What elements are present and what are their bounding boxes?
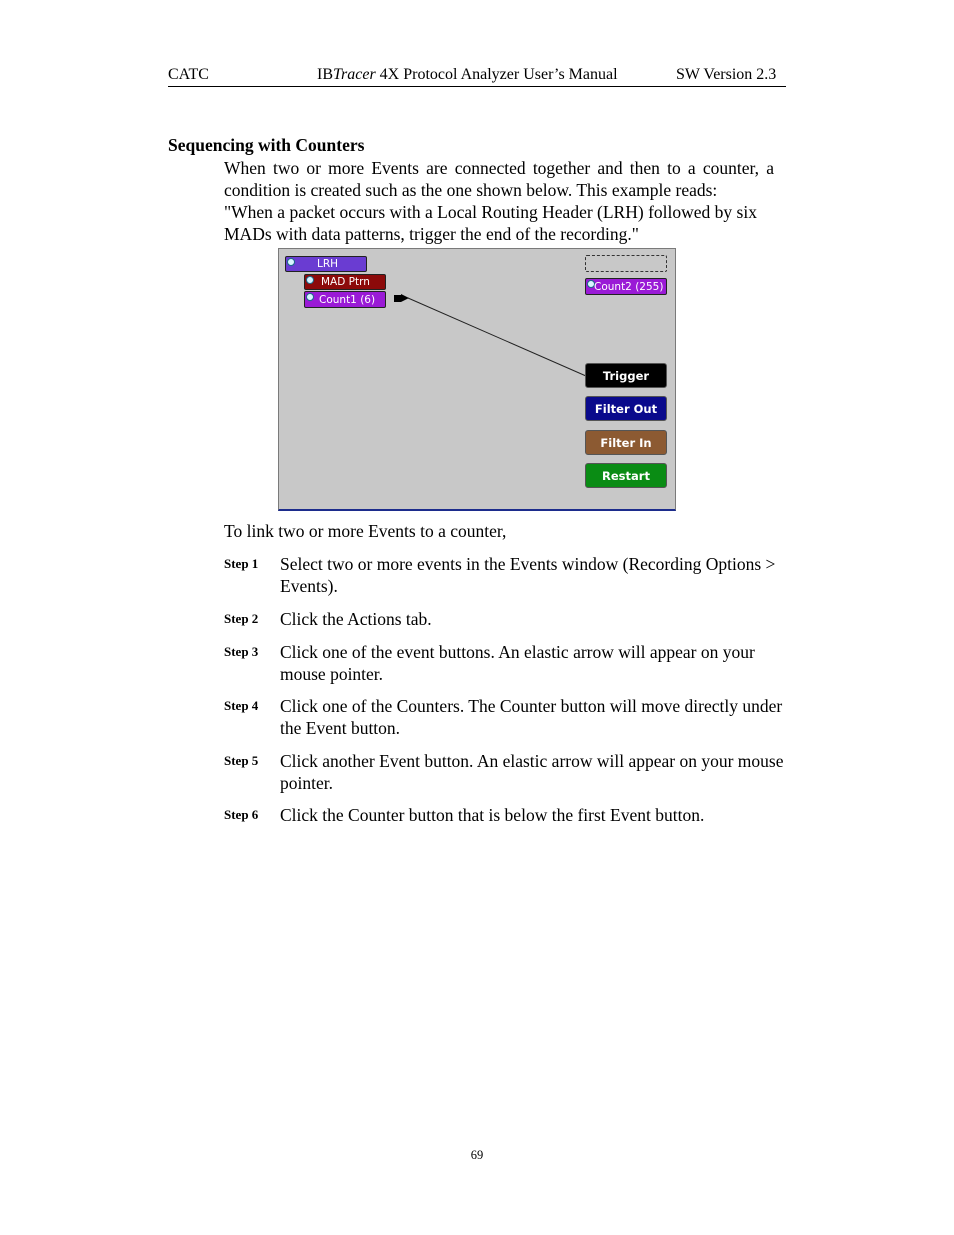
paragraph-line: condition is created such as the one shown below. This example reads: bbox=[224, 180, 718, 200]
step-text: Click the Actions tab. bbox=[280, 609, 432, 629]
action-filter-out-button[interactable]: Filter Out bbox=[585, 396, 667, 421]
connector-dot-icon bbox=[306, 293, 314, 301]
event-lrh-label: LRH bbox=[317, 258, 339, 270]
step-label: Step 6 bbox=[224, 807, 259, 822]
header-title-prefix: IB bbox=[317, 66, 333, 83]
step-label: Step 1 bbox=[224, 556, 259, 571]
connector-dot-icon bbox=[287, 258, 295, 266]
event-mad-ptrn[interactable] bbox=[304, 274, 386, 290]
section-paragraph bbox=[224, 157, 789, 245]
elastic-arrow-line bbox=[408, 298, 586, 376]
header-title-italic: Tracer bbox=[333, 66, 376, 83]
step-text: Click one of the Counters. The Counter button will move directly under the Event button. bbox=[280, 696, 783, 738]
event-lrh[interactable] bbox=[285, 256, 367, 272]
paragraph-line: "When a packet occurs with a Local Routing Header (LRH) followed by six bbox=[224, 202, 757, 222]
header-version: SW Version 2.3 bbox=[676, 66, 777, 83]
step-label: Step 3 bbox=[224, 644, 259, 659]
section-title: Sequencing with Counters bbox=[168, 135, 365, 155]
step-text: Select two or more events in the Events window (Recording Options > Events). bbox=[280, 554, 776, 596]
step-text: Click another Event button. An elastic arrow will appear on your mouse pointer. bbox=[280, 751, 784, 793]
paragraph-line: MADs with data patterns, trigger the end of the recording." bbox=[224, 224, 639, 244]
paragraph-line: When two or more Events are connected together and then to a counter, a bbox=[224, 158, 774, 178]
event-mad-label: MAD Ptrn bbox=[321, 276, 370, 288]
empty-event-slot[interactable] bbox=[585, 255, 667, 272]
connector-dot-icon bbox=[306, 276, 314, 284]
arrow-anchor bbox=[394, 295, 401, 302]
header-title bbox=[317, 66, 618, 84]
step-label: Step 5 bbox=[224, 753, 259, 768]
steps-intro: To link two or more Events to a counter, bbox=[224, 521, 507, 541]
counter-count2[interactable] bbox=[585, 278, 667, 295]
step-label: Step 2 bbox=[224, 611, 259, 626]
counter-count2-label: Count2 (255) bbox=[594, 280, 664, 293]
step-label: Step 4 bbox=[224, 698, 259, 713]
header-left: CATC bbox=[168, 66, 209, 83]
page-number: 69 bbox=[470, 1148, 484, 1162]
header-title-suffix: 4X Protocol Analyzer User’s Manual bbox=[375, 66, 618, 83]
header-rule bbox=[168, 86, 786, 87]
action-trigger-button[interactable]: Trigger bbox=[585, 363, 667, 388]
action-filter-in-button[interactable]: Filter In bbox=[585, 430, 667, 455]
action-restart-button[interactable]: Restart bbox=[585, 463, 667, 488]
step-text: Click one of the event buttons. An elastic arrow will appear on your mouse pointer. bbox=[280, 642, 755, 684]
step-text: Click the Counter button that is below the first Event button. bbox=[280, 805, 705, 825]
counter-count1-label: Count1 (6) bbox=[319, 293, 376, 306]
counter-count1[interactable] bbox=[304, 291, 386, 308]
event-sequence-diagram bbox=[278, 248, 676, 511]
arrow-head bbox=[401, 294, 409, 302]
